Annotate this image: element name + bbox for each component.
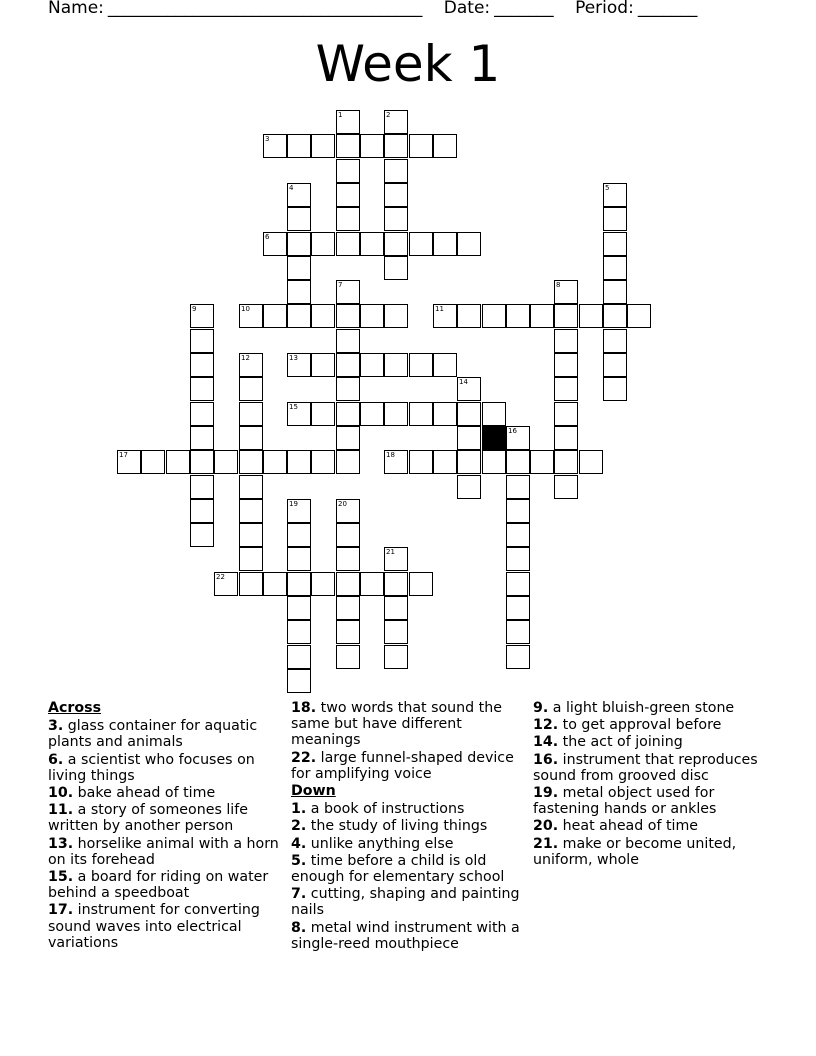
black-cell	[482, 426, 506, 450]
date-field[interactable]: _______	[494, 0, 554, 18]
clue-number: 17.	[48, 902, 74, 919]
crossword-cell[interactable]	[287, 669, 311, 693]
crossword-cell[interactable]	[336, 232, 360, 256]
crossword-cell[interactable]	[506, 572, 530, 596]
crossword-cell[interactable]	[311, 450, 335, 474]
clue-number: 2.	[291, 818, 307, 835]
cell-number: 3	[265, 135, 270, 143]
cell-number: 1	[338, 111, 343, 119]
clue-text: instrument that reproduces sound from grooved disc	[533, 751, 758, 784]
clue-text: time before a child is old enough for elementary school	[291, 852, 505, 886]
crossword-cell[interactable]	[287, 596, 311, 620]
crossword-cell[interactable]	[336, 620, 360, 644]
clue-item	[48, 785, 280, 801]
crossword-cell[interactable]	[579, 450, 603, 474]
crossword-cell[interactable]	[603, 207, 627, 231]
crossword-cell[interactable]	[554, 377, 578, 401]
crossword-cell[interactable]	[506, 547, 530, 571]
clue-text: cutting, shaping and painting nails	[291, 886, 520, 919]
across-clue-list-continued	[291, 700, 523, 782]
crossword-cell[interactable]	[409, 134, 433, 158]
clue-number: 9.	[533, 700, 549, 716]
crossword-cell[interactable]	[287, 304, 311, 328]
crossword-cell[interactable]	[263, 450, 287, 474]
crossword-cell[interactable]	[190, 329, 214, 353]
crossword-cell[interactable]	[311, 304, 335, 328]
crossword-cell[interactable]	[554, 329, 578, 353]
crossword-cell[interactable]	[554, 450, 578, 474]
crossword-cell[interactable]	[263, 572, 287, 596]
clue-column-3	[533, 700, 765, 869]
crossword-cell[interactable]	[214, 450, 238, 474]
across-heading: Across	[48, 700, 102, 716]
date-label: Date:	[443, 0, 491, 18]
down-heading: Down	[291, 783, 336, 800]
clue-item	[291, 853, 523, 885]
crossword-cell[interactable]	[409, 572, 433, 596]
crossword-cell[interactable]	[433, 353, 457, 377]
crossword-cell[interactable]	[287, 256, 311, 280]
name-field[interactable]: _____________________________________	[107, 0, 423, 18]
cell-number: 5	[605, 184, 610, 192]
clue-number: 8.	[291, 919, 307, 936]
cell-number: 9	[192, 305, 197, 313]
crossword-cell[interactable]	[190, 523, 214, 547]
crossword-cell[interactable]	[239, 547, 263, 571]
crossword-cell[interactable]	[287, 450, 311, 474]
clue-item	[291, 836, 523, 852]
crossword-cell[interactable]	[287, 280, 311, 304]
crossword-cell[interactable]	[239, 523, 263, 547]
clue-item	[48, 752, 280, 784]
crossword-cell[interactable]	[506, 620, 530, 644]
crossword-cell[interactable]	[409, 450, 433, 474]
crossword-cell[interactable]	[457, 402, 481, 426]
cell-number: 17	[119, 451, 128, 459]
clue-number: 16.	[533, 751, 559, 768]
crossword-cell[interactable]	[360, 353, 384, 377]
clue-item	[48, 902, 280, 951]
cell-number: 15	[289, 403, 298, 411]
crossword-cell[interactable]	[384, 183, 408, 207]
crossword-cell[interactable]	[190, 402, 214, 426]
crossword-cell[interactable]	[287, 547, 311, 571]
crossword-cell[interactable]	[433, 450, 457, 474]
clue-text: two words that sound the same but have different meanings	[291, 700, 502, 749]
clue-number: 3.	[48, 718, 64, 735]
clue-text: a board for riding on water behind a speedboat	[48, 869, 269, 902]
clue-text: unlike anything else	[310, 835, 454, 852]
clue-item	[533, 818, 765, 834]
clue-item	[291, 920, 523, 952]
crossword-cell[interactable]	[287, 232, 311, 256]
crossword-cell[interactable]	[141, 450, 165, 474]
clue-text: instrument for converting sound waves into electrical variations	[48, 902, 260, 951]
cell-number: 13	[289, 354, 298, 362]
crossword-cell[interactable]	[287, 207, 311, 231]
clue-column-1	[48, 700, 280, 952]
clue-number: 10.	[48, 785, 74, 802]
crossword-cell[interactable]	[457, 426, 481, 450]
cell-number: 21	[386, 548, 395, 556]
clue-item	[48, 836, 280, 868]
down-clue-list-continued	[533, 700, 765, 868]
crossword-cell[interactable]	[603, 353, 627, 377]
clue-text: glass container for aquatic plants and animals	[48, 718, 258, 751]
crossword-cell[interactable]	[384, 159, 408, 183]
crossword-cell[interactable]	[336, 377, 360, 401]
crossword-cell[interactable]	[457, 232, 481, 256]
crossword-cell[interactable]	[384, 304, 408, 328]
clue-number: 21.	[533, 835, 559, 852]
clue-item	[48, 718, 280, 750]
clue-item	[291, 886, 523, 918]
crossword-cell[interactable]	[384, 596, 408, 620]
clue-number: 19.	[533, 785, 559, 802]
clue-text: metal object used for fastening hands or ankles	[533, 785, 717, 818]
crossword-cell[interactable]	[239, 426, 263, 450]
cell-number: 22	[216, 573, 225, 581]
cell-number: 4	[289, 184, 294, 192]
crossword-cell[interactable]	[311, 134, 335, 158]
crossword-cell[interactable]	[336, 572, 360, 596]
crossword-cell[interactable]	[311, 353, 335, 377]
crossword-cell[interactable]	[482, 450, 506, 474]
crossword-cell[interactable]	[384, 620, 408, 644]
crossword-cell[interactable]	[554, 353, 578, 377]
crossword-cell[interactable]	[263, 304, 287, 328]
crossword-cell[interactable]	[336, 353, 360, 377]
crossword-cell[interactable]	[190, 475, 214, 499]
crossword-cell[interactable]	[336, 183, 360, 207]
crossword-cell[interactable]	[554, 475, 578, 499]
crossword-cell[interactable]	[360, 304, 384, 328]
clue-item	[48, 869, 280, 901]
crossword-cell[interactable]	[287, 620, 311, 644]
name-label: Name:	[48, 0, 104, 18]
clue-item	[533, 734, 765, 750]
clue-item	[291, 818, 523, 834]
crossword-cell[interactable]	[433, 402, 457, 426]
clue-text: bake ahead of time	[77, 785, 216, 802]
clue-text: heat ahead of time	[562, 818, 699, 835]
crossword-cell[interactable]	[360, 134, 384, 158]
crossword-cell[interactable]	[336, 304, 360, 328]
clue-number: 18.	[291, 700, 317, 716]
clue-text: horselike animal with a horn on its forehead	[48, 835, 279, 868]
clue-number: 4.	[291, 835, 307, 852]
crossword-cell[interactable]	[482, 304, 506, 328]
crossword-cell[interactable]	[287, 134, 311, 158]
crossword-cell[interactable]	[554, 304, 578, 328]
crossword-cell[interactable]	[384, 256, 408, 280]
clue-text: a scientist who focuses on living things	[48, 751, 255, 784]
crossword-cell[interactable]	[336, 645, 360, 669]
clue-number: 6.	[48, 751, 64, 768]
clue-number: 22.	[291, 749, 317, 766]
crossword-cell[interactable]	[239, 572, 263, 596]
crossword-cell[interactable]	[336, 134, 360, 158]
crossword-cell[interactable]	[190, 450, 214, 474]
crossword-cell[interactable]	[360, 572, 384, 596]
clue-item	[533, 700, 765, 716]
clue-text: make or become united, uniform, whole	[533, 835, 737, 868]
clue-number: 13.	[48, 835, 74, 852]
crossword-cell[interactable]	[384, 232, 408, 256]
clue-number: 11.	[48, 802, 74, 819]
crossword-cell[interactable]	[239, 402, 263, 426]
crossword-cell[interactable]	[433, 134, 457, 158]
period-field[interactable]: _______	[637, 0, 698, 18]
crossword-cell[interactable]	[603, 256, 627, 280]
crossword-cell[interactable]	[506, 304, 530, 328]
crossword-cell[interactable]	[384, 402, 408, 426]
clue-text: to get approval before	[562, 717, 722, 734]
crossword-cell[interactable]	[336, 159, 360, 183]
crossword-cell[interactable]	[506, 596, 530, 620]
crossword-cell[interactable]	[336, 596, 360, 620]
crossword-cell[interactable]	[311, 402, 335, 426]
clue-item	[533, 717, 765, 733]
crossword-cell[interactable]	[190, 426, 214, 450]
clue-item	[533, 785, 765, 817]
cell-number: 10	[241, 305, 250, 313]
crossword-cell[interactable]	[530, 304, 554, 328]
period-label: Period:	[575, 0, 634, 18]
crossword-cell[interactable]	[190, 353, 214, 377]
crossword-cell[interactable]	[239, 450, 263, 474]
crossword-cell[interactable]	[311, 572, 335, 596]
crossword-cell[interactable]	[530, 450, 554, 474]
crossword-cell[interactable]	[239, 377, 263, 401]
crossword-cell[interactable]	[190, 499, 214, 523]
crossword-cell[interactable]	[603, 232, 627, 256]
crossword-cell[interactable]	[287, 523, 311, 547]
crossword-cell[interactable]	[603, 280, 627, 304]
clue-number: 7.	[291, 886, 307, 903]
cell-number: 14	[459, 378, 468, 386]
clue-item	[533, 752, 765, 784]
crossword-cell[interactable]	[360, 402, 384, 426]
page-title: Week 1	[315, 35, 501, 93]
crossword-cell[interactable]	[603, 329, 627, 353]
crossword-cell[interactable]	[239, 475, 263, 499]
crossword-cell[interactable]	[506, 450, 530, 474]
crossword-cell[interactable]	[384, 572, 408, 596]
crossword-cell[interactable]	[409, 353, 433, 377]
crossword-cell[interactable]	[336, 547, 360, 571]
crossword-cell[interactable]	[409, 402, 433, 426]
crossword-cell[interactable]	[336, 329, 360, 353]
crossword-cell[interactable]	[287, 645, 311, 669]
crossword-cell[interactable]	[506, 475, 530, 499]
crossword-cell[interactable]	[336, 426, 360, 450]
crossword-cell[interactable]	[311, 232, 335, 256]
cell-number: 20	[338, 500, 347, 508]
crossword-cell[interactable]	[336, 523, 360, 547]
crossword-cell[interactable]	[336, 207, 360, 231]
cell-number: 16	[508, 427, 517, 435]
clue-column-2	[291, 700, 523, 953]
clue-item	[291, 750, 523, 782]
crossword-cell[interactable]	[384, 645, 408, 669]
cell-number: 8	[556, 281, 561, 289]
crossword-cell[interactable]	[384, 134, 408, 158]
clue-item	[48, 802, 280, 834]
clue-text: metal wind instrument with a single-reed mouthpiece	[291, 919, 520, 952]
clue-text: a book of instructions	[310, 801, 465, 818]
cell-number: 11	[435, 305, 444, 313]
clue-number: 1.	[291, 801, 307, 818]
clue-number: 12.	[533, 717, 559, 734]
crossword-cell[interactable]	[166, 450, 190, 474]
clue-text: a light bluish-green stone	[552, 700, 735, 716]
clue-text: the study of living things	[310, 818, 488, 835]
crossword-cell[interactable]	[554, 426, 578, 450]
cell-number: 12	[241, 354, 250, 362]
clue-item	[291, 700, 523, 749]
clue-item	[291, 801, 523, 817]
crossword-cell[interactable]	[239, 499, 263, 523]
crossword-cell[interactable]	[506, 645, 530, 669]
crossword-cell[interactable]	[457, 475, 481, 499]
clue-text: a story of someones life written by another person	[48, 802, 248, 835]
crossword-cell[interactable]	[554, 402, 578, 426]
clue-text: the act of joining	[562, 734, 683, 751]
crossword-cell[interactable]	[457, 450, 481, 474]
crossword-cell[interactable]	[190, 377, 214, 401]
clue-item	[533, 836, 765, 868]
crossword-cell[interactable]	[603, 377, 627, 401]
crossword-cell[interactable]	[384, 207, 408, 231]
crossword-cell[interactable]	[482, 402, 506, 426]
clue-number: 14.	[533, 734, 559, 751]
cell-number: 18	[386, 451, 395, 459]
crossword-cell[interactable]	[360, 232, 384, 256]
cell-number: 2	[386, 111, 391, 119]
clue-number: 5.	[291, 852, 307, 869]
crossword-cell[interactable]	[627, 304, 651, 328]
clue-text: large funnel-shaped device for amplifying voice	[291, 749, 514, 782]
crossword-cell[interactable]	[506, 499, 530, 523]
crossword-cell[interactable]	[506, 523, 530, 547]
crossword-cell[interactable]	[603, 304, 627, 328]
crossword-cell[interactable]	[336, 402, 360, 426]
crossword-cell[interactable]	[287, 572, 311, 596]
down-clue-list	[291, 801, 523, 952]
crossword-cell[interactable]	[433, 232, 457, 256]
clue-number: 20.	[533, 818, 559, 835]
across-clue-list	[48, 718, 280, 951]
cell-number: 6	[265, 233, 270, 241]
crossword-cell[interactable]	[409, 232, 433, 256]
crossword-cell[interactable]	[579, 304, 603, 328]
cell-number: 7	[338, 281, 343, 289]
crossword-cell[interactable]	[384, 353, 408, 377]
crossword-cell[interactable]	[457, 304, 481, 328]
crossword-cell[interactable]	[336, 450, 360, 474]
cell-number: 19	[289, 500, 298, 508]
clue-number: 15.	[48, 869, 74, 886]
